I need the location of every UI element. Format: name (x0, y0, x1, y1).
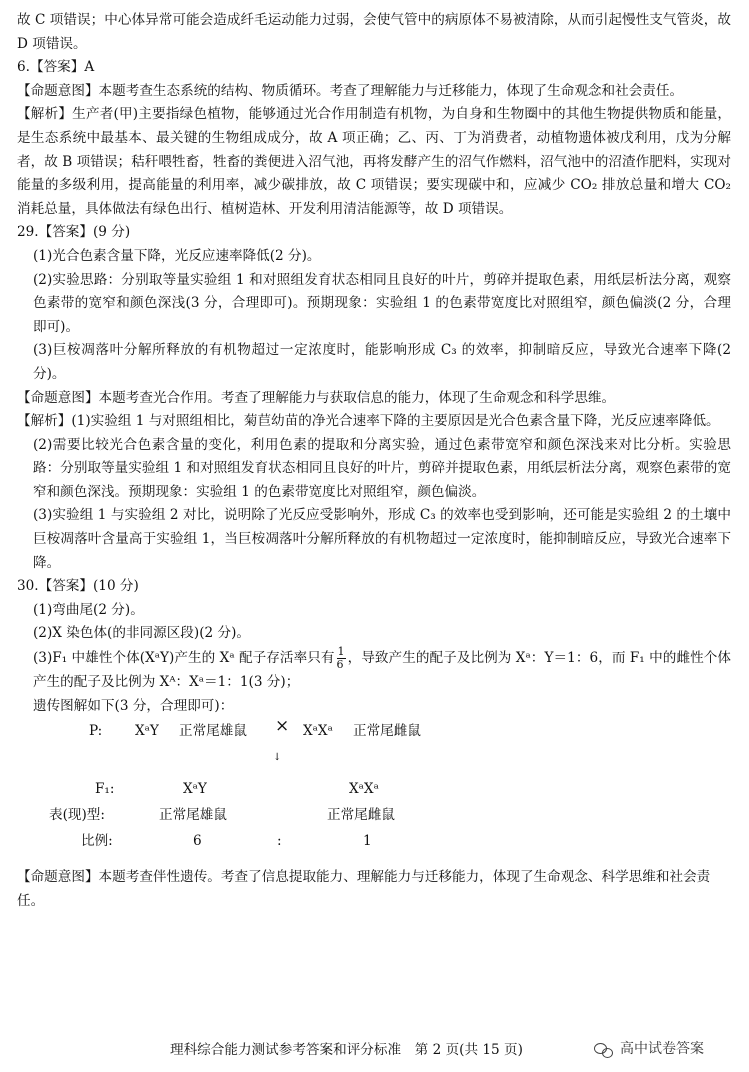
paragraph-p15: (2)X 染色体(的非同源区段)(2 分)。 (33, 625, 250, 642)
watermark (594, 1038, 704, 1062)
p-male-genotype: XᵃY (135, 723, 159, 740)
p-label: P: (89, 723, 103, 740)
q30-part3 (17, 646, 731, 695)
p-female-genotype: XᵃXᵃ (303, 723, 333, 740)
answer-body (17, 9, 731, 646)
paragraph-p9: 【命题意图】本题考查光合作用。考查了理解能力与获取信息的能力，体现了生命观念和科学思维。 (17, 389, 616, 406)
q30-part3-text-b: ，导致产生的配子及比例为 Xᵃ：Y＝1：6，而 F₁ 中的雌性个体产生的配子及比例为 Xᴬ：Xᵃ＝1：1(3 分)； (33, 650, 731, 691)
f1-male-phenotype: 正常尾雄鼠 (159, 807, 227, 824)
f1-female-phenotype: 正常尾雌鼠 (327, 807, 395, 824)
q30-part3-text-a: (3)F₁ 中雄性个体(XᵃY)产生的 Xᵃ 配子存活率只有 (33, 650, 335, 667)
phenotype-label: 表(现)型: (49, 807, 105, 824)
f1-male-genotype: XᵃY (183, 781, 207, 798)
p-female-phenotype: 正常尾雌鼠 (353, 723, 421, 740)
diagram-intro: 遗传图解如下(3 分，合理即可)： (33, 697, 234, 714)
page-footer (0, 1036, 749, 1066)
paragraph-p6: (1)光合色素含量下降，光反应速率降低(2 分)。 (33, 247, 321, 264)
watermark-text: 高中试卷答案 (620, 1041, 704, 1057)
paragraph-p1: 故 C 项错误；中心体异常可能会造成纤毛运动能力过弱，会使气管中的病原体不易被清除，从而引起慢性支气管炎，故 D 项错误。 (17, 12, 731, 52)
fraction-one-sixth (337, 646, 346, 671)
fraction-denominator: 6 (336, 658, 344, 672)
paragraph-p5: 29.【答案】(9 分) (17, 224, 131, 241)
f1-label: F₁: (95, 781, 115, 798)
q30-intent: 【命题意图】本题考查伴性遗传。考查了信息提取能力、理解能力与迁移能力，体现了生命观念、科学思维和社会责任。 (17, 869, 711, 909)
ratio-male: 6 (193, 833, 202, 850)
footer-text: 理科综合能力测试参考答案和评分标准 第 2 页(共 15 页) (170, 1042, 523, 1058)
paragraph-p4: 【解析】生产者(甲)主要指绿色植物，能够通过光合作用制造有机物，为自身和生物圈中的其他生物提供物质和能量，是生态系统中最基本、最关键的生物组成成分，故 A 项正确；乙、丙、丁为消费者，动植物遗体被戊利用，戊为分解者，故 B 项错误；秸秆喂牲畜，牲畜的粪便进入沼气池，再将发酵产生的沼气作燃料，沼气池中的沼渣作肥料，实现对能量的多级利用，提高能量的利用率，减少碳排放，故 C 项错误；要实现碳中和，应减少 CO₂ 排放总量和增大 CO₂ 消耗总量，具体做法有绿色出行、植树造林、开发利用清洁能源等，故 D 项错误。 (17, 106, 731, 217)
paragraph-p3: 【命题意图】本题考查生态系统的结构、物质循环。考查了理解能力与迁移能力，体现了生命观念和社会责任。 (17, 82, 684, 99)
ratio-separator: : (277, 833, 282, 850)
paragraph-p14: (1)弯曲尾(2 分)。 (33, 601, 144, 618)
wechat-icon (594, 1042, 614, 1058)
genetic-diagram (17, 718, 731, 910)
paragraph-p2: 6.【答案】A (17, 59, 95, 76)
paragraph-p7: (2)实验思路：分别取等量实验组 1 和对照组发育状态相同且良好的叶片，剪碎并提取色素，用纸层析法分离，观察色素带的宽窄和颜色深浅(3 分，合理即可)。预期现象：实验组 1 的色素带宽度比对照组窄，颜色偏淡(2 分，合理即可)。 (33, 271, 731, 335)
f1-female-genotype: XᵃXᵃ (349, 781, 379, 798)
fraction-numerator: 1 (337, 645, 345, 659)
cross-symbol: × (275, 716, 290, 737)
paragraph-p13: 30.【答案】(10 分) (17, 578, 139, 595)
paragraph-p10: 【解析】(1)实验组 1 与对照组相比，菊苣幼苗的净光合速率下降的主要原因是光合色素含量下降，光反应速率降低。 (17, 413, 720, 430)
answer-page (17, 9, 731, 910)
paragraph-p8: (3)巨桉凋落叶分解所释放的有机物超过一定浓度时，能影响形成 C₃ 的效率，抑制暗反应，导致光合速率下降(2 分)。 (33, 342, 731, 382)
paragraph-p12: (3)实验组 1 与实验组 2 对比，说明除了光反应受影响外，形成 C₃ 的效率也受到影响，还可能是实验组 2 的土壤中巨桉凋落叶含量高于实验组 1，当巨桉凋落叶分解所释放的有机物超过一定浓度时，能抑制暗反应，导致光合速率下降。 (33, 507, 731, 571)
ratio-female: 1 (363, 833, 372, 850)
paragraph-p11: (2)需要比较光合色素含量的变化，利用色素的提取和分离实验，通过色素带宽窄和颜色深浅来对比分析。实验思路：分别取等量实验组 1 和对照组发育状态相同且良好的叶片，剪碎并提取色素，用纸层析法分离，观察色素带的宽窄和颜色深浅。预期现象：实验组 1 的色素带宽度比对照组窄，颜色偏淡。 (33, 436, 731, 500)
p-male-phenotype: 正常尾雄鼠 (179, 723, 247, 740)
arrow-down-icon: ↓ (273, 752, 282, 764)
ratio-label: 比例: (81, 833, 113, 850)
